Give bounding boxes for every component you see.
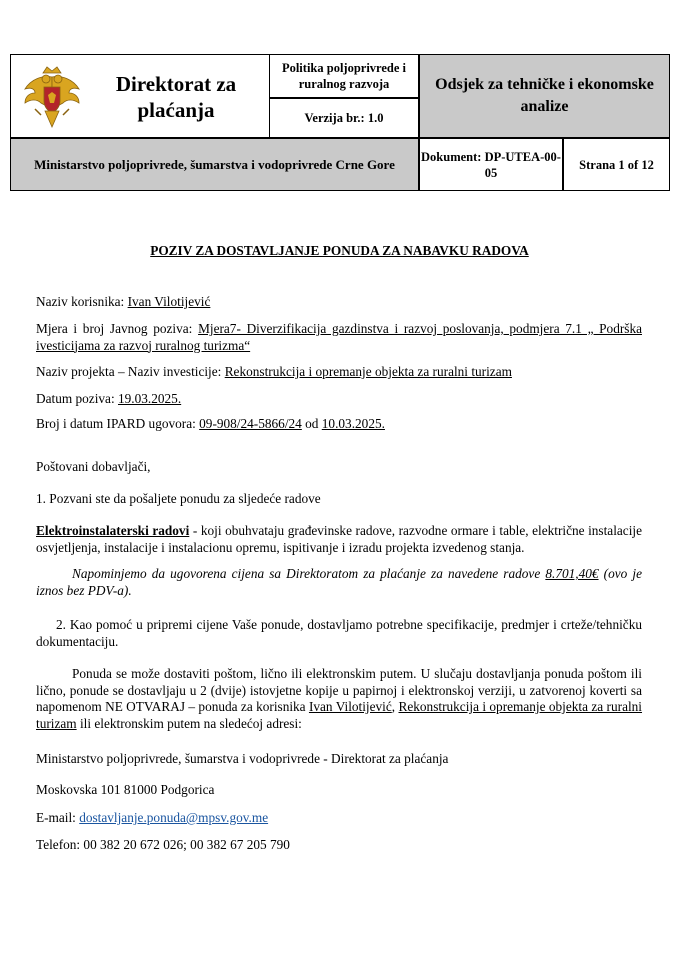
field-date-value: 19.03.2025. (117, 391, 182, 406)
item-2: 2. Kao pomoć u pripremi cijene Vaše ponude, dostavljamo potrebne specifikacije, predmjer i crteže/tehničku dokumentaciju. (36, 617, 642, 649)
submission-paragraph (36, 666, 642, 732)
price-note-text: Napominjemo da ugovorena cijena sa Direktoratom za plaćanje za navedene radove (72, 566, 546, 581)
header-logo-cell (10, 54, 269, 138)
field-call (36, 321, 642, 354)
field-call-value: Mjera7- Diverzifikacija gazdinstva i razvoj poslovanja, podmjera 7.1 „ Podrška ivesticijama za razvoj ruralnog turizma“ (36, 321, 642, 353)
field-date-label: Datum poziva: (36, 391, 118, 406)
address-phone: Telefon: 00 382 20 672 026; 00 382 67 205 790 (36, 837, 290, 852)
email-label: E-mail: (36, 810, 80, 825)
coat-of-arms-icon (21, 65, 83, 131)
page-number-cell: Strana 1 of 12 (563, 138, 670, 191)
field-contract (36, 416, 642, 433)
address-street: Moskovska 101 81000 Podgorica (36, 782, 215, 797)
document-id-cell: Dokument: DP-UTEA-00-05 (419, 138, 563, 191)
document-header (10, 54, 670, 191)
field-date (36, 391, 642, 408)
submission-user: Ivan Vilotijević (308, 699, 392, 714)
page-title: POZIV ZA DOSTAVLJANJE PONUDA ZA NABAVKU RADOVA (150, 243, 529, 258)
email-link[interactable]: dostavljanje.ponuda@mpsv.gov.me (79, 810, 269, 825)
submission-project: Rekonstrukcija i opremanje objekta za ruralni turizam (36, 699, 643, 731)
submission-tail: ili elektronskim putem na sledećoj adresi: (76, 715, 302, 731)
ministry-cell: Ministarstvo poljoprivrede, šumarstva i vodoprivrede Crne Gore (10, 138, 419, 191)
price-amount: 8.701,40€ (545, 566, 599, 581)
org-title: Direktorat za plaćanja (115, 72, 237, 122)
version-cell: Verzija br.: 1.0 (269, 98, 419, 138)
greeting: Poštovani dobavljači, (36, 459, 151, 474)
field-contract-number: 09-908/24-5866/24 (199, 416, 302, 431)
field-user-value: Ivan Vilotijević (127, 294, 211, 309)
field-contract-between: od (301, 416, 322, 431)
submission-separator: , (391, 699, 399, 714)
field-user (36, 294, 642, 311)
address-email (36, 810, 642, 827)
submission-text: Ponuda se može dostaviti poštom, lično ili elektronskim putem. U slučaju dostavljanja ponuda poštom ili lično, ponude se dostavljaju u 2 (dvije) istovjetne kopije u papirnoj i elektronskoj verziji, u zatvorenoj koverti sa napomenom NE OTVARAJ – ponuda za korisnika (36, 666, 642, 714)
works-name: Elektroinstalaterski radovi (36, 523, 190, 538)
works-description: - koji obuhvataju građevinske radove, razvodne ormare i table, električne instalacije osvjetljenja, instalacije i instalacionu opremu, ispitivanje i izradu projekta izvedenog stanja. (36, 523, 642, 555)
item-1: 1. Pozvani ste da pošaljete ponudu za sljedeće radove (36, 491, 321, 506)
field-contract-date: 10.03.2025. (321, 416, 385, 431)
price-note-suffix: (ovo je iznos bez PDV-a). (36, 566, 643, 598)
works-paragraph (36, 523, 642, 556)
policy-cell: Politika poljoprivrede i ruralnog razvoja (269, 54, 419, 98)
field-project (36, 364, 642, 381)
field-contract-label: Broj i datum IPARD ugovora: (36, 416, 200, 431)
field-project-value: Rekonstrukcija i opremanje objekta za ruralni turizam (224, 364, 512, 379)
field-project-label: Naziv projekta – Naziv investicije: (36, 364, 225, 379)
department-cell: Odsjek za tehničke i ekonomske analize (419, 54, 670, 138)
field-user-label: Naziv korisnika: (36, 294, 128, 309)
field-call-label: Mjera i broj Javnog poziva: (36, 321, 199, 336)
address-org: Ministarstvo poljoprivrede, šumarstva i vodoprivrede - Direktorat za plaćanja (36, 751, 449, 766)
price-note (36, 566, 642, 599)
